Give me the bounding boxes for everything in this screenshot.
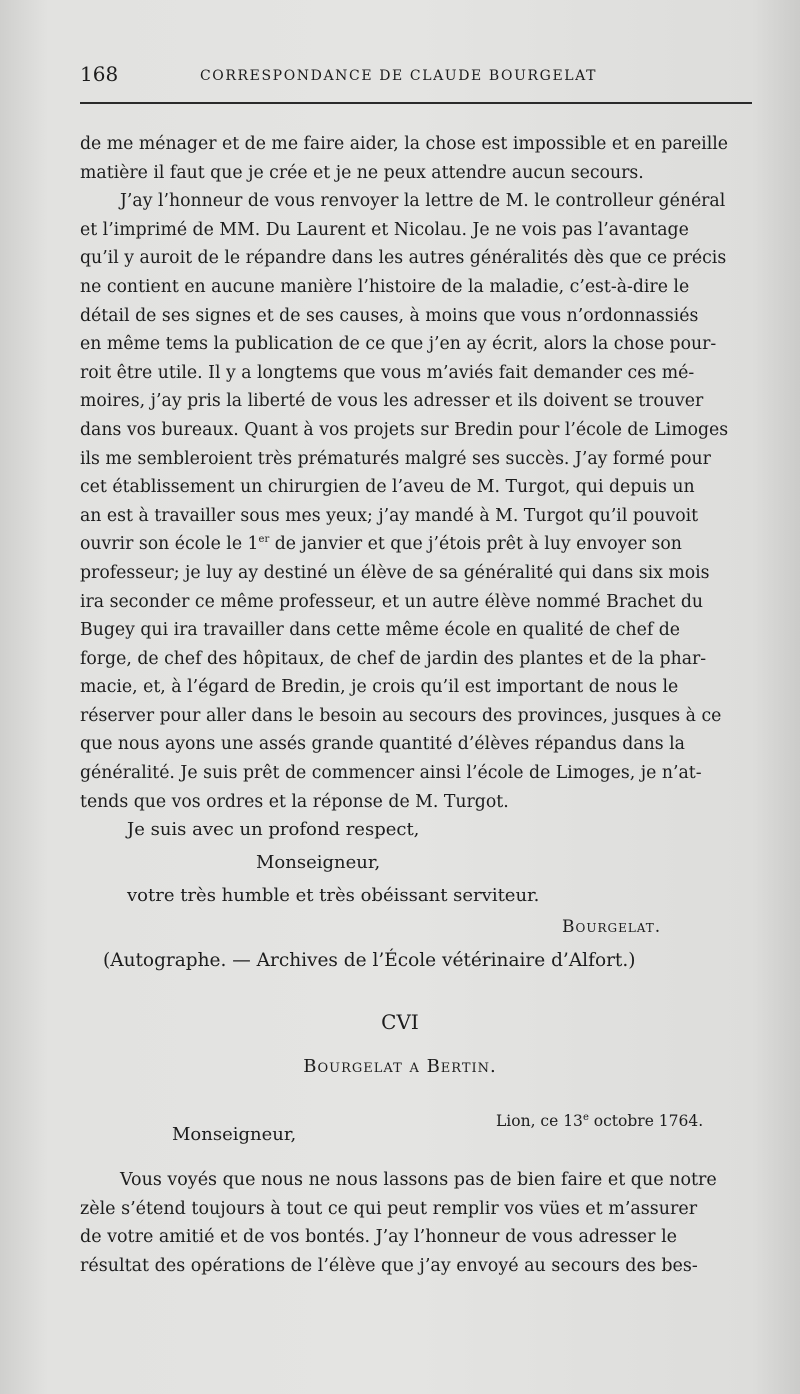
closing-salutation: Monseigneur,	[256, 852, 381, 873]
body-line: Vous voyés que nous ne nous lassons pas de bien faire et que notre	[120, 1170, 717, 1190]
letter-body	[80, 130, 760, 816]
ordinal-superscript: er	[258, 534, 270, 546]
body-line: macie, et, à l’égard de Bredin, je crois qu’il est important de nous le	[80, 677, 679, 698]
letter2-body	[80, 1166, 763, 1280]
place-date-rest: octobre 1764.	[588, 1112, 704, 1130]
body-line	[80, 530, 760, 559]
body-line: réserver pour aller dans le besoin au secours des provinces, jusques à ce	[80, 705, 722, 726]
letter-number: CVI	[381, 1010, 419, 1034]
letter-heading: Bourgelat a Bertin.	[303, 1056, 497, 1077]
signature: Bourgelat.	[562, 917, 662, 937]
closing-servant: votre très humble et très obéissant serviteur.	[127, 885, 540, 906]
body-line: de votre amitié et de vos bontés. J’ay l’honneur de vous adresser le	[80, 1227, 678, 1248]
body-line: dans vos bureaux. Quant à vos projets sur Bredin pour l’école de Limoges	[80, 419, 729, 440]
body-line: que nous ayons une assés grande quantité d’élèves répandus dans la	[80, 734, 685, 755]
body-line: forge, de chef des hôpitaux, de chef de jardin des plantes et de la phar-	[80, 648, 707, 669]
body-line: zèle s’étend toujours à tout ce qui peut remplir vos vües et m’assurer	[80, 1198, 698, 1219]
body-line: cet établissement un chirurgien de l’aveu de M. Turgot, qui depuis un	[80, 477, 695, 498]
body-line: moires, j’ay pris la liberté de vous les adresser et ils doivent se trouver	[80, 391, 704, 412]
header-rule	[80, 102, 752, 104]
body-line: qu’il y auroit de le répandre dans les autres généralités dès que ce précis	[80, 248, 727, 269]
body-line: ils me sembleroient très prématurés malgré ses succès. J’ay formé pour	[80, 448, 711, 469]
body-line-part: de janvier et que j’étois prêt à luy envoyer son	[269, 534, 682, 555]
body-line: professeur; je luy ay destiné un élève de sa généralité qui dans six mois	[80, 562, 710, 583]
body-line: de me ménager et de me faire aider, la chose est impossible et en pareille	[80, 134, 728, 154]
body-line: détail de ses signes et de ses causes, à moins que vous n’ordonnassiés	[80, 305, 699, 326]
body-line: J’ay l’honneur de vous renvoyer la lettre de M. le controlleur général	[120, 191, 726, 212]
place-date	[496, 1112, 703, 1130]
date-superscript: e	[582, 1111, 589, 1123]
place-date-text: Lion, ce 13	[496, 1112, 583, 1130]
body-line: an est à travailler sous mes yeux; j’ay mandé à M. Turgot qu’il pouvoit	[80, 505, 699, 526]
body-line: en même tems la publication de ce que j’en ay écrit, alors la chose pour-	[80, 334, 717, 355]
letter2-salutation: Monseigneur,	[172, 1124, 297, 1145]
body-line: roit être utile. Il y a longtems que vous m’aviés fait demander ces mé-	[80, 362, 695, 383]
body-line: tends que vos ordres et la réponse de M. Turgot.	[80, 791, 509, 812]
body-line: ira seconder ce même professeur, et un autre élève nommé Brachet du	[80, 591, 704, 612]
body-line: généralité. Je suis prêt de commencer ainsi l’école de Limoges, je n’at-	[80, 763, 702, 784]
body-line-part: ouvrir son école le 1	[80, 534, 259, 555]
body-line: résultat des opérations de l’élève que j’ay envoyé au secours des bes-	[80, 1255, 698, 1276]
body-line: ne contient en aucune manière l’histoire de la maladie, c’est-à-dire le	[80, 276, 690, 297]
page-header	[80, 62, 752, 96]
closing-respect: Je suis avec un profond respect,	[127, 819, 420, 840]
running-title: CORRESPONDANCE DE CLAUDE BOURGELAT	[200, 68, 598, 84]
body-line: matière il faut que je crée et je ne peux attendre aucun secours.	[80, 162, 644, 183]
body-line: Bugey qui ira travailler dans cette même école en qualité de chef de	[80, 620, 681, 641]
body-line: et l’imprimé de MM. Du Laurent et Nicolau. Je ne vois pas l’avantage	[80, 219, 689, 240]
source-note: (Autographe. — Archives de l’École vétérinaire d’Alfort.)	[103, 950, 636, 971]
page-number: 168	[80, 62, 119, 86]
